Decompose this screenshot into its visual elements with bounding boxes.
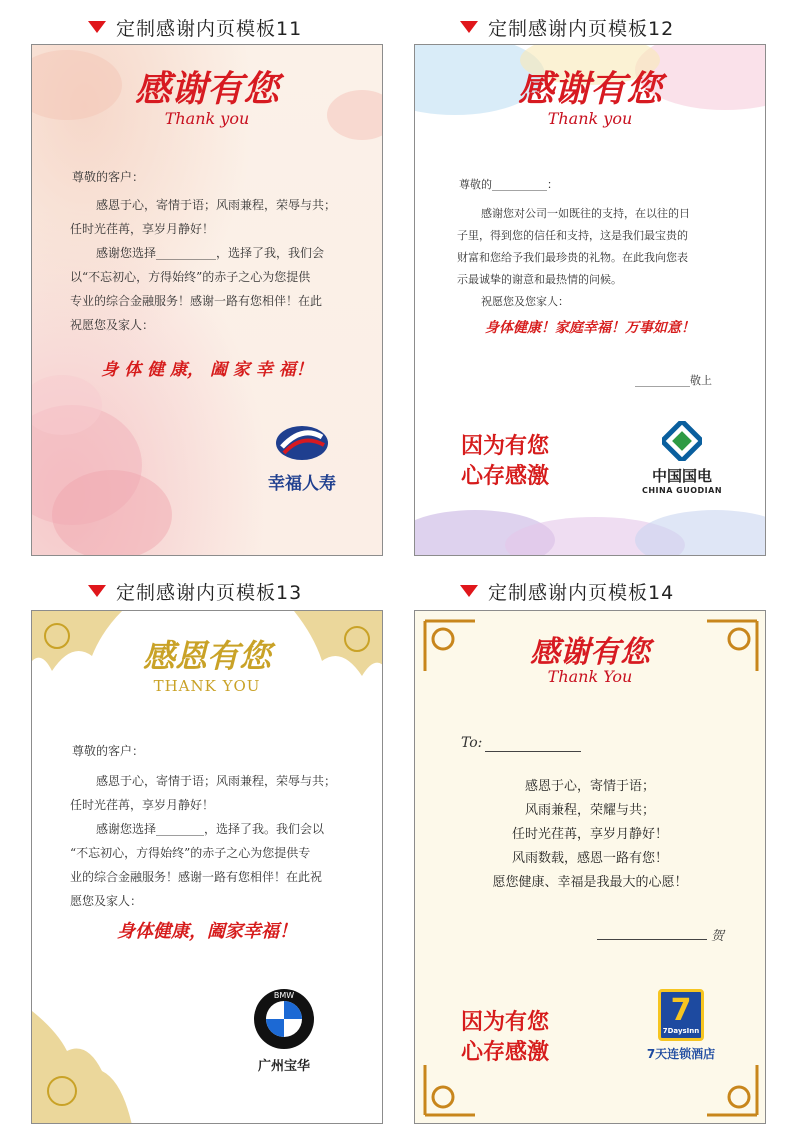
panel-12-motto — [461, 431, 549, 491]
panel-14-line: 感恩于心，寄情于语； — [524, 779, 655, 794]
panel-12-logo-sub: CHINA GUODIAN — [641, 486, 723, 495]
panel-12-logo — [627, 421, 737, 495]
down-triangle-icon — [460, 21, 478, 33]
panel-13-line: “不忘初心，方得始终”的赤子之心为您提供专 — [70, 846, 311, 860]
7days-logo-icon — [658, 989, 704, 1041]
panel-11-heading-text: 定制感谢内页模板11 — [116, 17, 303, 40]
panel-11-title: 感谢有您 — [134, 68, 279, 110]
panel-12-title: 感谢有您 — [517, 68, 662, 110]
panel-11-subtitle: Thank you — [164, 109, 250, 128]
panel-14-title: 感谢有您 — [530, 635, 650, 670]
panel-13-line: 感恩于心，寄情于语；风雨兼程，荣辱与共； — [96, 774, 337, 788]
panel-14-motto — [461, 1007, 549, 1067]
panel-13-heading-text: 定制感谢内页模板13 — [116, 581, 303, 604]
panel-11-wish: 身 体 健 康， 阖 家 幸 福！ — [101, 360, 313, 380]
panel-13-card — [31, 610, 383, 1124]
panel-13-greeting: 尊敬的客户： — [72, 744, 145, 758]
panel-13-line: 业的综合金融服务！感谢一路有您相伴！在此祝 — [70, 870, 323, 884]
panel-13-title: 感恩有您 — [142, 637, 271, 675]
panel-14-subtitle: Thank You — [547, 667, 633, 686]
panel-14-to-line — [485, 751, 581, 752]
7days-logo-number: 7 — [670, 993, 692, 1028]
panel-12-line: 祝愿您及您家人： — [481, 295, 569, 308]
panel-14-to: To: — [461, 735, 483, 751]
panel-14-logo-text: 7天连锁酒店 — [646, 1047, 716, 1061]
panel-12-body — [457, 203, 747, 313]
panel-12-heading-text: 定制感谢内页模板12 — [488, 17, 675, 40]
panel-13-wish: 身体健康，阖家幸福！ — [117, 921, 297, 942]
panel-14-sign-line — [597, 939, 707, 940]
panel-11-line: 感恩于心，寄情于语；风雨兼程，荣辱与共； — [96, 198, 337, 212]
panel-14-logo — [635, 989, 727, 1062]
panel-11-greeting: 尊敬的客户： — [72, 170, 145, 184]
panel-14-heading-text: 定制感谢内页模板14 — [488, 581, 675, 604]
panel-11-line: 祝愿您及家人： — [70, 318, 155, 332]
panel-12-heading — [460, 12, 674, 42]
panel-14-line: 任时光荏苒，享岁月静好！ — [511, 827, 668, 842]
panel-11-line: 感谢您选择__________，选择了我，我们会 — [96, 246, 325, 260]
panel-13-body — [70, 769, 370, 913]
panel-12-logo-text: 中国国电 — [651, 467, 712, 485]
panel-12-motto-line: 心存感激 — [461, 463, 550, 489]
panel-14-heading — [460, 576, 674, 606]
panel-11-line: 专业的综合金融服务！感谢一路有您相伴！在此 — [70, 294, 323, 308]
panel-13-heading — [88, 576, 302, 606]
panel-12-card — [414, 44, 766, 556]
guodian-logo-icon — [662, 421, 702, 461]
panel-14-sign: 贺 — [711, 929, 725, 944]
panel-14-body — [415, 775, 765, 895]
panel-12-subtitle: Thank you — [547, 109, 633, 128]
panel-11-logo — [242, 423, 362, 494]
panel-12-wish: 身体健康！家庭幸福！万事如意！ — [485, 320, 695, 336]
panel-11-card — [31, 44, 383, 556]
panel-13-logo — [244, 987, 324, 1074]
panel-14-motto-line: 因为有您 — [461, 1009, 550, 1035]
panel-11-line: 任时光荏苒，享岁月静好！ — [70, 222, 215, 236]
down-triangle-icon — [88, 585, 106, 597]
panel-12-motto-line: 因为有您 — [461, 433, 550, 459]
panel-12-line: 财富和您给予我们最珍贵的礼物。在此我向您表 — [457, 251, 688, 264]
xingfu-logo-icon — [272, 423, 332, 463]
panel-12-line: 子里，得到您的信任和支持，这是我们最宝贵的 — [457, 229, 688, 242]
panel-14-line: 愿您健康、幸福是我最大的心愿！ — [492, 875, 688, 890]
panel-11-logo-text: 幸福人寿 — [268, 474, 336, 494]
7days-logo-brand: 7DaysInn — [662, 1027, 700, 1035]
panel-13-line: 感谢您选择________，选择了我。我们会以 — [96, 822, 325, 836]
panel-12-sign: __________敬上 — [635, 374, 712, 387]
panel-13-line: 任时光荏苒，享岁月静好！ — [70, 798, 215, 812]
panel-13-subtitle: THANK YOU — [153, 677, 261, 695]
panel-12-greeting: 尊敬的__________： — [459, 178, 558, 191]
panel-11-body — [70, 193, 370, 337]
panel-13-line: 愿您及家人： — [70, 894, 143, 908]
bmw-logo-lettering: BMW — [273, 991, 295, 1000]
panel-14-line: 风雨数载，感恩一路有您！ — [511, 851, 668, 866]
down-triangle-icon — [460, 585, 478, 597]
panel-13-logo-text: 广州宝华 — [257, 1059, 310, 1074]
panel-12-line: 感谢您对公司一如既往的支持，在以往的日 — [481, 207, 690, 220]
panel-11-line: 以“不忘初心，方得始终”的赤子之心为您提供 — [70, 270, 311, 284]
panel-11-heading — [88, 12, 302, 42]
panel-14-line: 风雨兼程，荣耀与共； — [524, 803, 655, 818]
panel-14-card — [414, 610, 766, 1124]
bmw-logo-icon — [252, 987, 316, 1051]
panel-12-line: 示最诚挚的谢意和最热情的问候。 — [457, 273, 622, 286]
panel-14-motto-line: 心存感激 — [461, 1039, 550, 1065]
down-triangle-icon — [88, 21, 106, 33]
